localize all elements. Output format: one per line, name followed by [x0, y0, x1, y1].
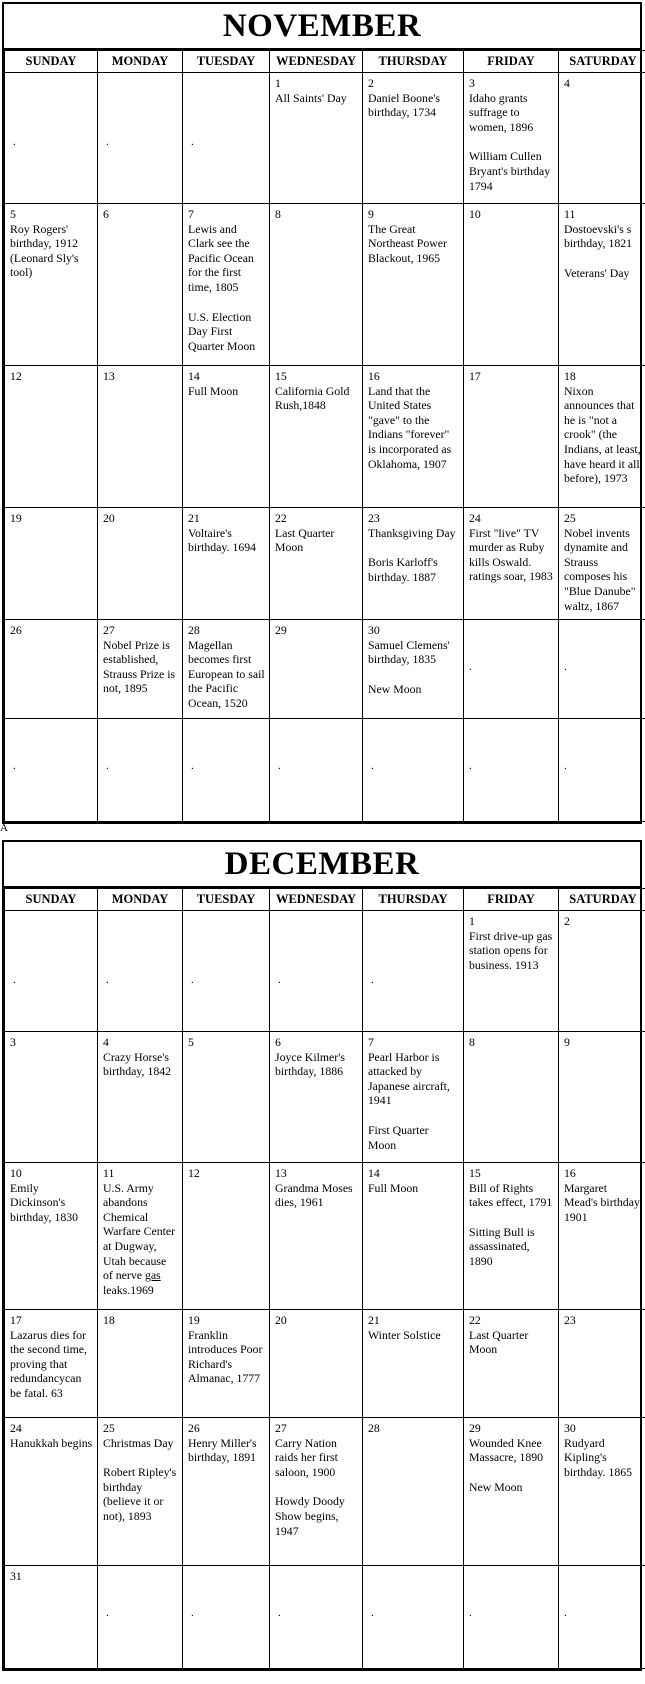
- day-cell-28: [183, 620, 270, 719]
- day-cell-11: [559, 204, 645, 366]
- day-cell-28: [363, 1418, 464, 1566]
- placeholder-dot: .: [13, 136, 16, 148]
- day-number: 19: [10, 511, 22, 525]
- empty-day-cell: [5, 719, 98, 822]
- day-number: 13: [103, 369, 115, 383]
- day-number: 2: [564, 914, 570, 928]
- empty-day-cell: [363, 719, 464, 822]
- day-number: 2: [368, 76, 374, 90]
- day-cell-16: [363, 366, 464, 508]
- day-event: Sitting Bull is assassinated, 1890: [469, 1224, 535, 1268]
- day-number: 13: [275, 1166, 287, 1180]
- week-row: [5, 508, 645, 620]
- weekday-monday: MONDAY: [98, 51, 183, 73]
- placeholder-dot: .: [191, 136, 194, 148]
- placeholder-dot: .: [469, 760, 472, 772]
- weekday-tuesday: TUESDAY: [183, 889, 270, 911]
- day-event: Voltaire's birthday. 1694: [188, 525, 257, 555]
- empty-day-cell: [98, 1566, 183, 1669]
- day-cell-1: [464, 911, 559, 1032]
- day-event: Samuel Clemens' birthday, 1835: [368, 637, 450, 667]
- day-number: 12: [188, 1166, 200, 1180]
- empty-day-cell: [464, 620, 559, 719]
- day-number: 23: [564, 1313, 576, 1327]
- day-number: 29: [275, 623, 287, 637]
- day-number: 26: [188, 1421, 200, 1435]
- day-number: 3: [10, 1035, 16, 1049]
- day-event: Lazarus dies for the second time, proving that redundancycan be fatal. 63: [10, 1327, 87, 1400]
- day-cell-20: [98, 508, 183, 620]
- placeholder-dot: .: [371, 974, 374, 986]
- placeholder-dot: .: [106, 136, 109, 148]
- day-event: Daniel Boone's birthday, 1734: [368, 90, 440, 120]
- day-number: 6: [103, 207, 109, 221]
- day-number: 18: [564, 369, 576, 383]
- placeholder-dot: .: [371, 760, 374, 772]
- week-row: [5, 911, 645, 1032]
- day-cell-31: [5, 1566, 98, 1669]
- day-event: Nixon announces that he is "not a crook" (the Indians, at least, have heard it all before), 1973: [564, 383, 641, 486]
- day-number: 14: [188, 369, 200, 383]
- month-grid: [4, 50, 645, 822]
- weekday-sunday: SUNDAY: [5, 889, 98, 911]
- day-event: Boris Karloff's birthday. 1887: [368, 555, 438, 584]
- day-event: California Gold Rush,1848: [275, 383, 350, 413]
- day-cell-30: [363, 620, 464, 719]
- placeholder-dot: .: [191, 760, 194, 772]
- day-event: Christmas Day: [103, 1435, 174, 1450]
- placeholder-dot: .: [469, 661, 472, 673]
- placeholder-dot: .: [106, 1607, 109, 1619]
- day-cell-19: [183, 1310, 270, 1418]
- day-cell-14: [183, 366, 270, 508]
- day-cell-14: [363, 1163, 464, 1310]
- weekday-header-row: [5, 889, 645, 911]
- day-cell-15: [270, 366, 363, 508]
- day-event: Henry Miller's birthday, 1891: [188, 1435, 257, 1465]
- weekday-saturday: SATURDAY: [559, 51, 645, 73]
- day-number: 20: [275, 1313, 287, 1327]
- week-row: [5, 719, 645, 822]
- empty-day-cell: [363, 911, 464, 1032]
- day-cell-7: [363, 1032, 464, 1163]
- day-event: Emily Dickinson's birthday, 1830: [10, 1180, 79, 1224]
- day-cell-17: [464, 366, 559, 508]
- day-number: 21: [368, 1313, 380, 1327]
- placeholder-dot: .: [469, 1607, 472, 1619]
- weekday-saturday: SATURDAY: [559, 889, 645, 911]
- day-cell-6: [270, 1032, 363, 1163]
- day-event: Land that the United States "gave" to the Indians "forever" is incorporated as Oklahoma, 1907: [368, 383, 452, 471]
- day-cell-17: [5, 1310, 98, 1418]
- separator-mark: A: [0, 822, 8, 834]
- day-event: Last Quarter Moon: [275, 525, 335, 555]
- week-row: [5, 1566, 645, 1669]
- day-cell-7: [183, 204, 270, 366]
- day-cell-16: [559, 1163, 645, 1310]
- day-number: 1: [469, 914, 475, 928]
- day-event: Crazy Horse's birthday, 1842: [103, 1049, 172, 1079]
- day-number: 8: [275, 207, 281, 221]
- day-event: Dostoevski's s birthday, 1821: [564, 221, 633, 251]
- day-cell-2: [559, 911, 645, 1032]
- day-cell-22: [270, 508, 363, 620]
- weekday-monday: MONDAY: [98, 889, 183, 911]
- day-cell-30: [559, 1418, 645, 1566]
- day-event: New Moon: [469, 1479, 523, 1494]
- placeholder-dot: .: [106, 760, 109, 772]
- day-number: 5: [188, 1035, 194, 1049]
- day-number: 30: [564, 1421, 576, 1435]
- empty-day-cell: [270, 911, 363, 1032]
- day-number: 7: [188, 207, 194, 221]
- day-event: Roy Rogers' birthday, 1912 (Leonard Sly's tool): [10, 221, 79, 280]
- day-event: Nobel Prize is established, Strauss Prize is not, 1895: [103, 637, 176, 696]
- november-calendar: [2, 2, 642, 824]
- day-event: Rudyard Kipling's birthday. 1865: [564, 1435, 633, 1479]
- day-cell-24: [464, 508, 559, 620]
- day-event: First Quarter Moon: [368, 1122, 429, 1152]
- placeholder-dot: .: [106, 974, 109, 986]
- day-event: Full Moon: [368, 1180, 419, 1195]
- day-number: 18: [103, 1313, 115, 1327]
- day-cell-19: [5, 508, 98, 620]
- day-cell-21: [363, 1310, 464, 1418]
- day-cell-27: [270, 1418, 363, 1566]
- day-number: 17: [469, 369, 481, 383]
- placeholder-dot: .: [191, 974, 194, 986]
- day-cell-10: [5, 1163, 98, 1310]
- day-number: 11: [564, 207, 576, 221]
- day-cell-12: [5, 366, 98, 508]
- empty-day-cell: [183, 911, 270, 1032]
- day-number: 21: [188, 511, 200, 525]
- day-number: 28: [368, 1421, 380, 1435]
- empty-day-cell: [559, 1566, 645, 1669]
- day-number: 27: [275, 1421, 287, 1435]
- day-cell-24: [5, 1418, 98, 1566]
- day-number: 24: [10, 1421, 22, 1435]
- day-number: 9: [368, 207, 374, 221]
- day-number: 29: [469, 1421, 481, 1435]
- day-cell-6: [98, 204, 183, 366]
- day-event: First "live" TV murder as Ruby kills Oswald. ratings soar, 1983: [469, 525, 553, 584]
- day-cell-20: [270, 1310, 363, 1418]
- weekday-wednesday: WEDNESDAY: [270, 51, 363, 73]
- empty-day-cell: [363, 1566, 464, 1669]
- empty-day-cell: [183, 719, 270, 822]
- december-calendar: [2, 840, 642, 1671]
- week-row: [5, 73, 645, 204]
- day-cell-8: [270, 204, 363, 366]
- day-cell-5: [183, 1032, 270, 1163]
- day-event: Howdy Doody Show begins, 1947: [275, 1494, 345, 1538]
- day-event: Veterans' Day: [564, 265, 630, 280]
- day-event: Thanksgiving Day: [368, 525, 456, 540]
- empty-day-cell: [464, 1566, 559, 1669]
- day-number: 16: [564, 1166, 576, 1180]
- day-event: Franklin introduces Poor Richard's Almanac, 1777: [188, 1327, 263, 1386]
- empty-day-cell: [183, 73, 270, 204]
- day-number: 15: [469, 1166, 481, 1180]
- day-number: 10: [10, 1166, 22, 1180]
- day-cell-9: [559, 1032, 645, 1163]
- empty-day-cell: [270, 1566, 363, 1669]
- day-cell-5: [5, 204, 98, 366]
- day-number: 27: [103, 623, 115, 637]
- day-cell-3: [5, 1032, 98, 1163]
- week-row: [5, 1032, 645, 1163]
- weekday-sunday: SUNDAY: [5, 51, 98, 73]
- day-number: 25: [103, 1421, 115, 1435]
- day-event: First drive-up gas station opens for business. 1913: [469, 928, 553, 972]
- day-number: 5: [10, 207, 16, 221]
- week-row: [5, 1310, 645, 1418]
- day-event: U.S. Army abandons Chemical Warfare Center at Dugway, Utah because of nerve gas leaks.1969: [103, 1180, 176, 1297]
- day-event: All Saints' Day: [275, 90, 347, 105]
- day-cell-26: [183, 1418, 270, 1566]
- month-grid: [4, 888, 645, 1669]
- day-event: Nobel invents dynamite and Strauss composes his "Blue Danube" waltz, 1867: [564, 525, 636, 613]
- month-title: DECEMBER: [4, 842, 640, 888]
- day-event: Magellan becomes first European to sail the Pacific Ocean, 1520: [188, 637, 265, 710]
- day-cell-27: [98, 620, 183, 719]
- day-number: 1: [275, 76, 281, 90]
- day-number: 22: [275, 511, 287, 525]
- day-event: Grandma Moses dies, 1961: [275, 1180, 353, 1210]
- placeholder-dot: .: [371, 1607, 374, 1619]
- weekday-thursday: THURSDAY: [363, 889, 464, 911]
- day-number: 22: [469, 1313, 481, 1327]
- day-number: 17: [10, 1313, 22, 1327]
- placeholder-dot: .: [278, 974, 281, 986]
- placeholder-dot: .: [564, 1607, 567, 1619]
- day-cell-12: [183, 1163, 270, 1310]
- day-cell-13: [270, 1163, 363, 1310]
- day-number: 14: [368, 1166, 380, 1180]
- day-cell-29: [270, 620, 363, 719]
- day-cell-22: [464, 1310, 559, 1418]
- week-row: [5, 1418, 645, 1566]
- weekday-friday: FRIDAY: [464, 51, 559, 73]
- day-event: Pearl Harbor is attacked by Japanese aircraft, 1941: [368, 1049, 450, 1108]
- day-event: Full Moon: [188, 383, 239, 398]
- day-event: Last Quarter Moon: [469, 1327, 529, 1357]
- day-cell-4: [559, 73, 645, 204]
- day-number: 9: [564, 1035, 570, 1049]
- placeholder-dot: .: [278, 1607, 281, 1619]
- day-number: 4: [564, 76, 570, 90]
- placeholder-dot: .: [13, 974, 16, 986]
- day-number: 6: [275, 1035, 281, 1049]
- day-event: Joyce Kilmer's birthday, 1886: [275, 1049, 345, 1079]
- day-cell-3: [464, 73, 559, 204]
- empty-day-cell: [559, 719, 645, 822]
- day-number: 30: [368, 623, 380, 637]
- week-row: [5, 1163, 645, 1310]
- day-number: 16: [368, 369, 380, 383]
- day-event: Bill of Rights takes effect, 1791: [469, 1180, 553, 1210]
- day-cell-18: [559, 366, 645, 508]
- day-number: 19: [188, 1313, 200, 1327]
- day-event: The Great Northeast Power Blackout, 1965: [368, 221, 447, 265]
- day-event: Margaret Mead's birthday. 1901: [564, 1180, 643, 1224]
- weekday-tuesday: TUESDAY: [183, 51, 270, 73]
- day-cell-25: [559, 508, 645, 620]
- empty-day-cell: [464, 719, 559, 822]
- day-event: Winter Solstice: [368, 1327, 441, 1342]
- month-title: NOVEMBER: [4, 4, 640, 50]
- day-event: Idaho grants suffrage to women, 1896: [469, 90, 534, 134]
- day-event: Hanukkah begins: [10, 1435, 93, 1450]
- day-cell-10: [464, 204, 559, 366]
- empty-day-cell: [98, 911, 183, 1032]
- empty-day-cell: [183, 1566, 270, 1669]
- placeholder-dot: .: [13, 760, 16, 772]
- placeholder-dot: .: [278, 760, 281, 772]
- placeholder-dot: .: [564, 760, 567, 772]
- day-number: 24: [469, 511, 481, 525]
- day-number: 12: [10, 369, 22, 383]
- day-cell-13: [98, 366, 183, 508]
- day-cell-2: [363, 73, 464, 204]
- weekday-wednesday: WEDNESDAY: [270, 889, 363, 911]
- day-event: Wounded Knee Massacre, 1890: [469, 1435, 544, 1465]
- day-event: Robert Ripley's birthday (believe it or not), 1893: [103, 1465, 177, 1523]
- day-cell-18: [98, 1310, 183, 1418]
- day-number: 11: [103, 1166, 115, 1180]
- empty-day-cell: [559, 620, 645, 719]
- empty-day-cell: [98, 73, 183, 204]
- day-event: New Moon: [368, 681, 422, 696]
- empty-day-cell: [270, 719, 363, 822]
- day-number: 25: [564, 511, 576, 525]
- day-number: 7: [368, 1035, 374, 1049]
- empty-day-cell: [98, 719, 183, 822]
- day-cell-9: [363, 204, 464, 366]
- day-number: 15: [275, 369, 287, 383]
- placeholder-dot: .: [191, 1607, 194, 1619]
- day-number: 8: [469, 1035, 475, 1049]
- day-number: 23: [368, 511, 380, 525]
- weekday-friday: FRIDAY: [464, 889, 559, 911]
- day-number: 26: [10, 623, 22, 637]
- day-event: U.S. Election Day First Quarter Moon: [188, 309, 256, 353]
- day-cell-26: [5, 620, 98, 719]
- day-cell-1: [270, 73, 363, 204]
- day-event: William Cullen Bryant's birthday 1794: [469, 149, 551, 193]
- day-cell-29: [464, 1418, 559, 1566]
- day-cell-23: [559, 1310, 645, 1418]
- day-event: Lewis and Clark see the Pacific Ocean for the first time, 1805: [188, 221, 254, 294]
- day-cell-15: [464, 1163, 559, 1310]
- week-row: [5, 620, 645, 719]
- week-row: [5, 366, 645, 508]
- week-row: [5, 204, 645, 366]
- empty-day-cell: [5, 73, 98, 204]
- day-cell-21: [183, 508, 270, 620]
- day-number: 28: [188, 623, 200, 637]
- day-cell-11: [98, 1163, 183, 1310]
- empty-day-cell: [5, 911, 98, 1032]
- placeholder-dot: .: [564, 661, 567, 673]
- weekday-header-row: [5, 51, 645, 73]
- day-number: 20: [103, 511, 115, 525]
- day-number: 31: [10, 1569, 22, 1583]
- day-cell-4: [98, 1032, 183, 1163]
- day-number: 4: [103, 1035, 109, 1049]
- day-number: 3: [469, 76, 475, 90]
- day-cell-23: [363, 508, 464, 620]
- day-cell-25: [98, 1418, 183, 1566]
- day-number: 10: [469, 207, 481, 221]
- weekday-thursday: THURSDAY: [363, 51, 464, 73]
- day-event: Carry Nation raids her first saloon, 1900: [275, 1435, 338, 1479]
- day-cell-8: [464, 1032, 559, 1163]
